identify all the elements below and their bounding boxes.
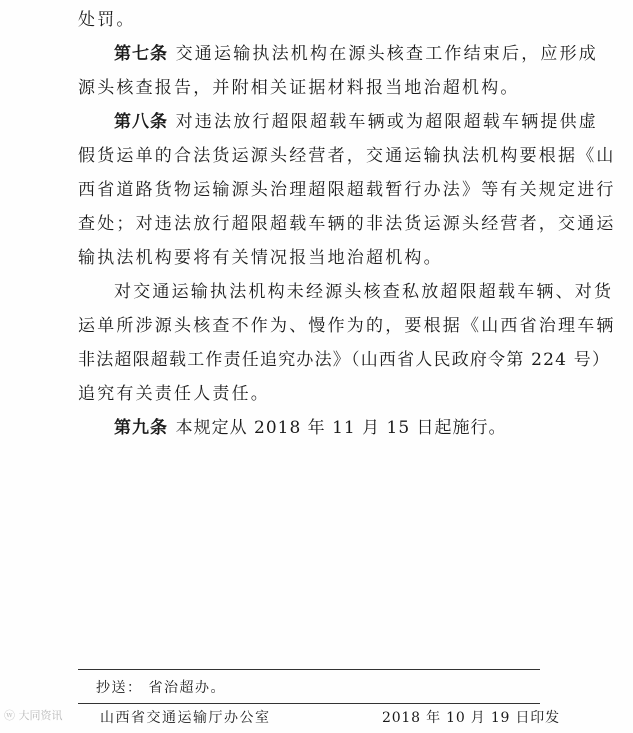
article-9-line-1 [114, 418, 507, 438]
cc-label: 抄送： [96, 680, 143, 696]
article-8-line-3: 西省道路货物运输源头治理超限超载暂行办法》等有关规定进行 [78, 180, 616, 200]
paragraph-9-line-2: 运单所涉源头核查不作为、慢作为的，要根据《山西省治理车辆 [78, 316, 616, 336]
article-7-text: 交通运输执法机构在源头核查工作结束后，应形成 [175, 44, 599, 64]
issuer-name: 山西省交通运输厅办公室 [100, 710, 271, 726]
paragraph-9-line-3: 非法超限超载工作责任追究办法》（山西省人民政府令第 224 号） [78, 350, 611, 370]
article-8-line-1 [114, 112, 598, 132]
article-8-text: 对违法放行超限超载车辆或为超限超载车辆提供虚 [175, 112, 599, 132]
cc-value: 省治超办。 [148, 680, 226, 696]
article-7-line-1 [114, 44, 598, 64]
article-7-heading: 第七条 [114, 44, 168, 64]
footer-top-rule [78, 669, 540, 670]
issue-date: 2018 年 10 月 19 日印发 [382, 710, 560, 726]
paragraph-9-line-1: 对交通运输执法机构未经源头核查私放超限超载车辆、对货 [114, 282, 614, 302]
watermark-logo: ⓦ 大同资讯 [4, 709, 63, 722]
footer-middle-rule [78, 703, 540, 704]
article-9-heading: 第九条 [114, 418, 168, 438]
article-8-heading: 第八条 [114, 112, 168, 132]
article-9-text: 本规定从 2018 年 11 月 15 日起施行。 [175, 418, 507, 438]
article-8-line-5: 输执法机构要将有关情况报当地治超机构。 [78, 248, 443, 268]
article-7-line-2: 源头核查报告，并附相关证据材料报当地治超机构。 [78, 78, 520, 98]
paragraph-9-line-4: 追究有关责任人责任。 [78, 384, 270, 404]
paragraph-line: 处罚。 [78, 10, 136, 30]
article-8-line-4: 查处；对违法放行超限超载车辆的非法货运源头经营者，交通运 [78, 214, 616, 234]
cc-line [96, 679, 226, 697]
article-8-line-2: 假货运单的合法货运源头经营者，交通运输执法机构要根据《山 [78, 146, 616, 166]
